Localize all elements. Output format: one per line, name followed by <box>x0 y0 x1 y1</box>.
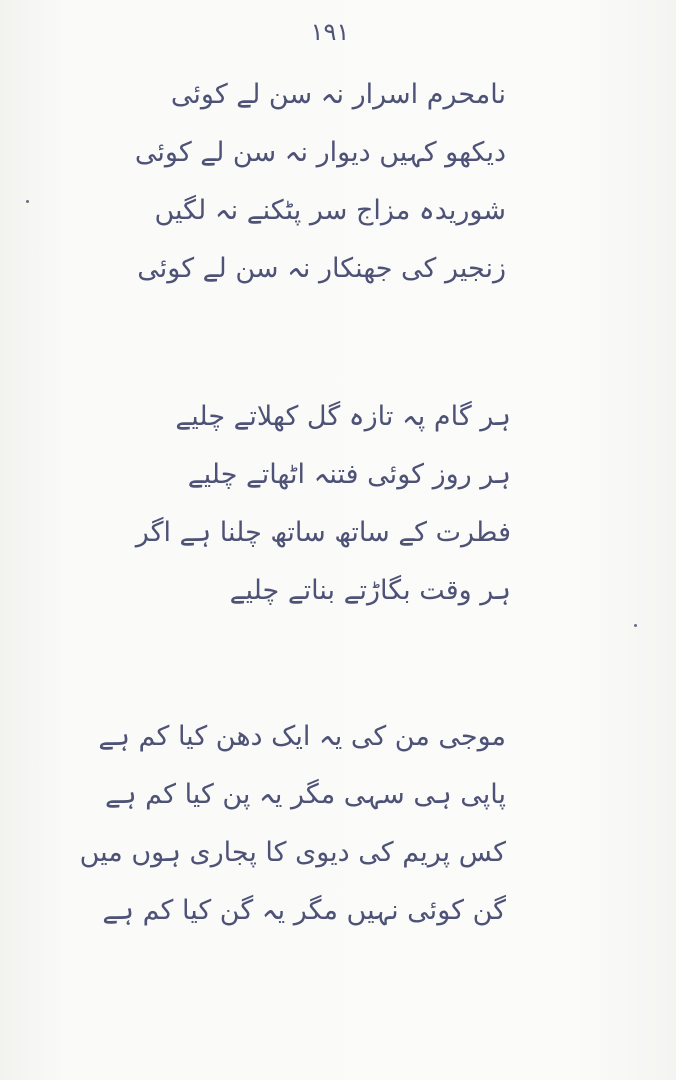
paper-speck <box>634 624 637 627</box>
verse-line: پاپی ہی سہی مگر یہ پن کیا کم ہے <box>104 779 506 810</box>
verse-line: فطرت کے ساتھ ساتھ چلنا ہے اگر <box>135 517 511 548</box>
verse-line: گن کوئی نہیں مگر یہ گن کیا کم ہے <box>102 895 506 926</box>
verse-line: زنجیر کی جھنکار نہ سن لے کوئی <box>137 253 506 284</box>
verse-line: موجی من کی یہ ایک دھن کیا کم ہے <box>98 721 506 752</box>
verse-line: دیکھو کہیں دیوار نہ سن لے کوئی <box>134 137 506 168</box>
page-number: ۱۹۱ <box>310 18 350 46</box>
paper-speck <box>26 200 29 203</box>
verse-line: کس پریم کی دیوی کا پجاری ہوں میں <box>79 837 506 868</box>
stanza-2 <box>135 388 511 620</box>
verse-line: ہر گام پہ تازہ گل کھلاتے چلیے <box>175 401 511 432</box>
stanza-1 <box>134 66 506 298</box>
verse-line: شوریدہ مزاج سر پٹکنے نہ لگیں <box>154 195 506 226</box>
verse-line: نامحرم اسرار نہ سن لے کوئی <box>170 79 506 110</box>
stanza-3 <box>79 708 506 940</box>
verse-line: ہر وقت بگاڑتے بناتے چلیے <box>229 575 511 606</box>
verse-line: ہر روز کوئی فتنہ اٹھاتے چلیے <box>187 459 511 490</box>
